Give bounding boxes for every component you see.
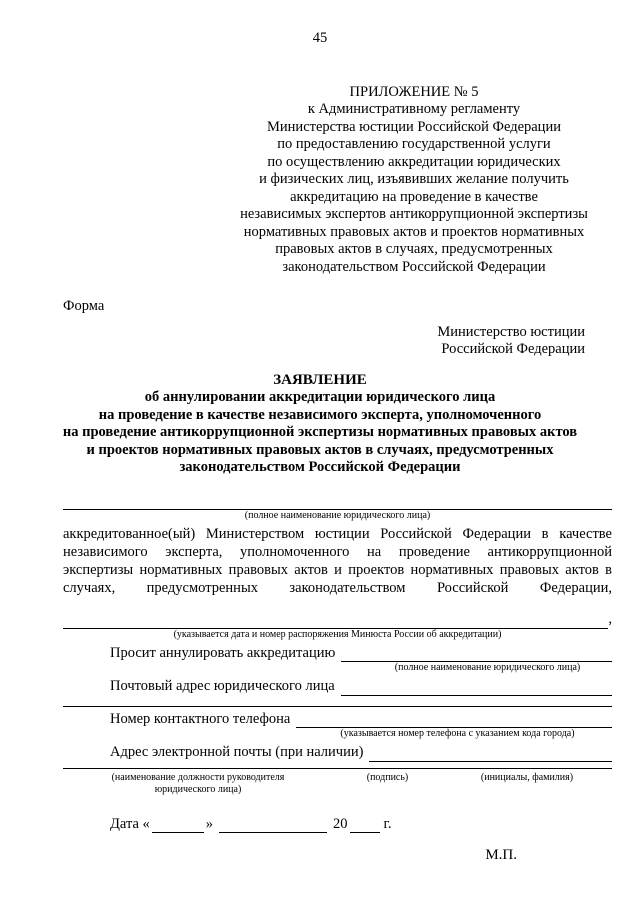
signature-field [63,762,612,769]
phone-row [63,711,612,729]
statement-subtitle-line: на проведение антикоррупционной экспертизы нормативных правовых актов [62,424,578,440]
position-caption [63,772,333,796]
appendix-line: законодательством Российской Федерации [282,258,546,275]
statement-subtitle-line: об аннулировании аккредитации юридического лица [144,389,496,405]
request-caption: (полное наименование юридического лица) [394,662,581,673]
phone-label: Номер контактного телефона [110,710,291,727]
order-caption: (указывается дата и номер распоряжения Минюста России об аккредитации) [173,628,502,640]
stamp-mark: М.П. [485,847,517,863]
page-number: 45 [312,30,328,46]
date-month-field [219,817,327,833]
appendix-line: нормативных правовых актов и проектов нормативных [243,223,585,240]
order-field-row [63,611,612,629]
sign-caption: (подпись) [366,771,409,783]
recipient-block [0,324,640,358]
appendix-line: по осуществлению аккредитации юридических [267,153,561,170]
phone-field [296,711,612,728]
date-close-quote: » [205,815,214,832]
appendix-line: аккредитацию на проведение в качестве [290,188,538,205]
form-body [0,493,640,865]
statement-subtitle-line: и проектов нормативных правовых актов в случаях, предусмотренных [86,441,554,458]
date-year-suffix: г. [383,815,392,832]
date-day-field [152,817,204,833]
appendix-line: и физических лиц, изъявивших желание получить [259,171,569,187]
trailing-comma: , [608,611,612,627]
accredited-paragraph: аккредитованное(ый) Министерством юстиции Российской Федерации в качестве независимого эксперта, уполномоченного на проведение антикоррупционной экспертизы нормативных правовых актов и проектов нормативных правовых актов в случаях, предусмотренных законодательством Российской Федерации, [63,525,612,596]
statement-subtitle [0,389,640,477]
recipient-line: Министерство юстиции [437,323,585,340]
request-field [341,645,612,662]
postal-field [341,679,612,696]
name-caption: (инициалы, фамилия) [480,771,574,783]
recipient-line: Российской Федерации [441,340,585,357]
statement-subtitle-line: на проведение в качестве независимого эксперта, уполномоченного [98,406,542,423]
date-row [63,816,612,834]
form-marker: Форма [63,298,105,314]
appendix-block [233,84,595,277]
phone-caption: (указывается номер телефона с указанием кода города) [340,728,575,739]
org-name-field [63,493,612,510]
date-label: Дата « [110,815,150,832]
appendix-line: независимых экспертов антикоррупционной экспертизы [240,206,588,222]
postal-field-2 [63,696,612,707]
request-row [63,645,612,663]
signature-captions [63,772,612,796]
statement-title: ЗАЯВЛЕНИЕ [273,371,367,388]
request-label: Просит аннулировать аккредитацию [110,644,336,661]
appendix-line: по предоставлению государственной услуги [277,136,551,152]
appendix-line: Министерства юстиции Российской Федерации [267,118,561,135]
email-label: Адрес электронной почты (при наличии) [110,744,364,760]
date-year-prefix: 20 [333,815,348,832]
email-field [369,745,612,762]
email-row [63,744,612,762]
appendix-line: правовых актов в случаях, предусмотренных [275,241,553,257]
postal-label: Почтовый адрес юридического лица [110,678,335,694]
appendix-title: ПРИЛОЖЕНИЕ № 5 [349,83,479,100]
position-caption-line: юридического лица) [154,783,242,795]
order-field [63,612,608,629]
org-name-caption: (полное наименование юридического лица) [244,509,431,521]
statement-subtitle-line: законодательством Российской Федерации [179,459,461,475]
appendix-line: к Административному регламенту [307,101,521,117]
position-caption-line: (наименование должности руководителя [111,771,285,783]
postal-row [63,678,612,696]
date-year-field [350,817,380,833]
